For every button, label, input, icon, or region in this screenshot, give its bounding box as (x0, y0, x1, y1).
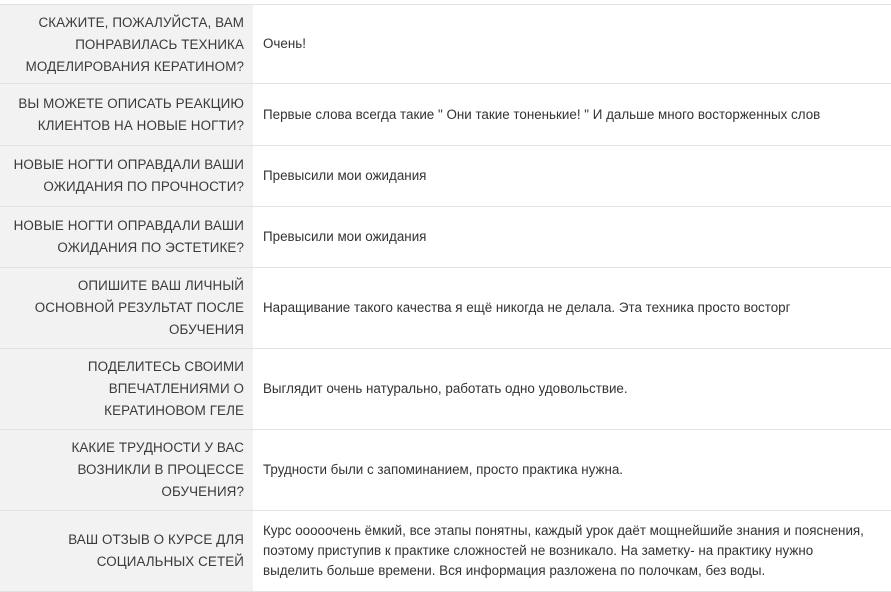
question-cell (0, 511, 253, 591)
question-cell (0, 349, 253, 429)
question-cell (0, 146, 253, 206)
table-row (0, 268, 891, 349)
table-row (0, 84, 891, 146)
feedback-table (0, 4, 891, 592)
question-text: КАКИЕ ТРУДНОСТИ У ВАС ВОЗНИКЛИ В ПРОЦЕССЕ ОБУЧЕНИЯ? (71, 440, 244, 499)
answer-cell: Курс ооооочень ёмкий, все этапы понятны, каждый урок даёт мощнейшийе знания и пояснения, поэтому приступив к практике сложностей не возникало. На заметку- на практику нужно выделить больше времени. Вся информация разложена по полочкам, без воды. (263, 523, 864, 578)
table-row (0, 511, 891, 592)
question-cell (0, 430, 253, 510)
question-cell (0, 207, 253, 267)
answer-cell: Первые слова всегда такие " Они такие тоненькие! " И дальше много восторженных слов (263, 106, 821, 122)
table-row (0, 146, 891, 207)
table-row (0, 5, 891, 84)
table-row (0, 430, 891, 511)
question-text: ПОДЕЛИТЕСЬ СВОИМИ ВПЕЧАТЛЕНИЯМИ О КЕРАТИНОВОМ ГЕЛЕ (87, 359, 244, 418)
answer-cell: Наращивание такого качества я ещё никогда не делала. Эта техника просто восторг (263, 300, 791, 315)
answer-cell: Превысили мои ожидания (263, 229, 427, 244)
question-cell (0, 84, 253, 145)
question-text: НОВЫЕ НОГТИ ОПРАВДАЛИ ВАШИ ОЖИДАНИЯ ПО ЭСТЕТИКЕ? (13, 218, 244, 255)
answer-cell: Превысили мои ожидания (263, 168, 427, 183)
table-row (0, 207, 891, 268)
question-text: СКАЖИТЕ, ПОЖАЛУЙСТА, ВАМ ПОНРАВИЛАСЬ ТЕХНИКА МОДЕЛИРОВАНИЯ КЕРАТИНОМ? (25, 15, 244, 74)
question-cell (0, 5, 253, 83)
question-cell (0, 268, 253, 348)
question-text: ВЫ МОЖЕТЕ ОПИСАТЬ РЕАКЦИЮ КЛИЕНТОВ НА НОВЫЕ НОГТИ? (18, 95, 244, 133)
question-text: НОВЫЕ НОГТИ ОПРАВДАЛИ ВАШИ ОЖИДАНИЯ ПО ПРОЧНОСТИ? (13, 157, 244, 194)
question-text: ОПИШИТЕ ВАШ ЛИЧНЫЙ ОСНОВНОЙ РЕЗУЛЬТАТ ПОСЛЕ ОБУЧЕНИЯ (34, 278, 244, 337)
answer-cell: Очень! (263, 36, 306, 51)
question-text: ВАШ ОТЗЫВ О КУРСЕ ДЛЯ СОЦИАЛЬНЫХ СЕТЕЙ (68, 532, 244, 569)
answer-cell: Трудности были с запоминанием, просто практика нужна. (263, 462, 624, 477)
answer-cell: Выглядит очень натурально, работать одно удовольствие. (263, 381, 628, 396)
table-row (0, 349, 891, 430)
